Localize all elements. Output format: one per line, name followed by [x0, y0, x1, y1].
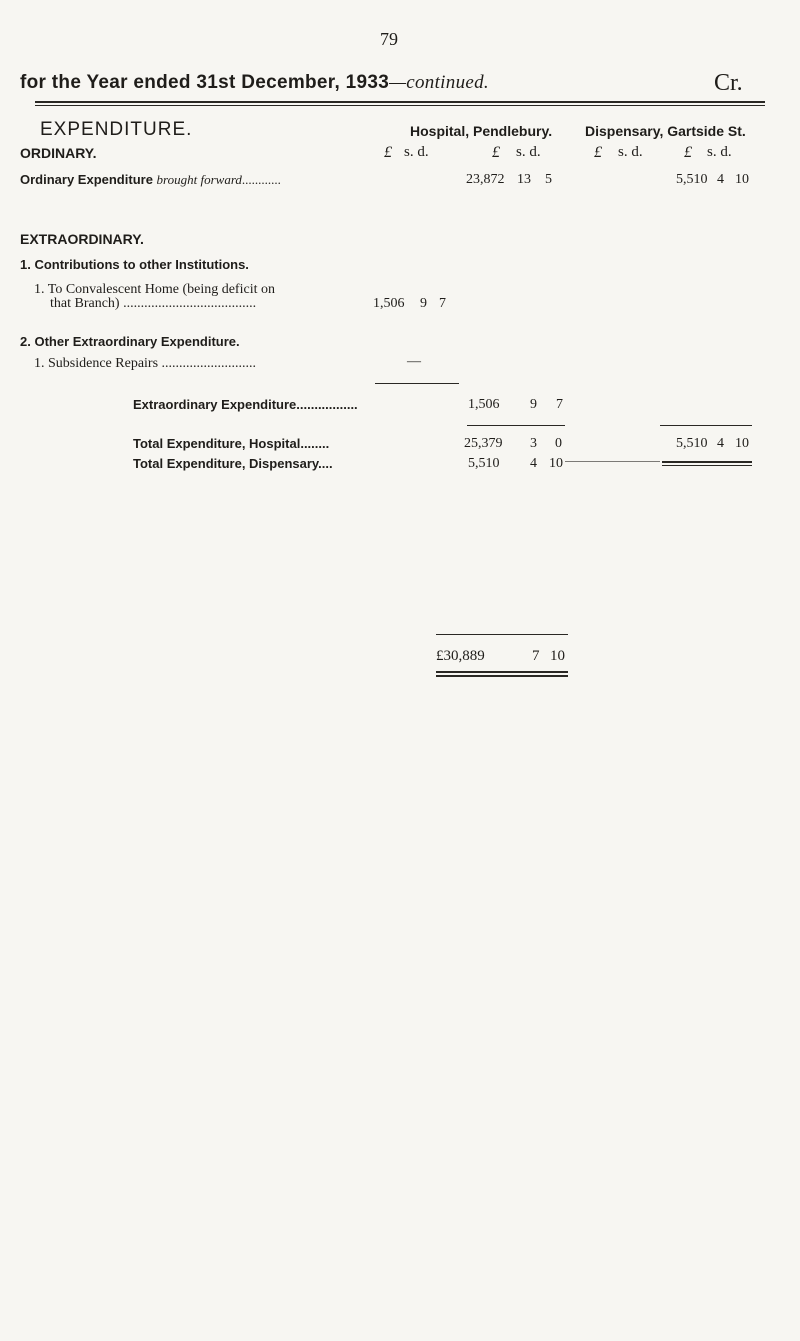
- unit-sd-3: s. d.: [618, 144, 643, 160]
- page-number: 79: [380, 29, 398, 49]
- section2-value: —: [407, 354, 421, 369]
- title-rule-bottom: [35, 105, 765, 106]
- dispensary-heading: Dispensary, Gartside St.: [585, 123, 746, 139]
- dispensary-col-pounds: 5,510: [676, 436, 708, 451]
- dispensary-col-pence: 10: [735, 436, 749, 451]
- total-hospital-pence: 0: [555, 436, 562, 451]
- unit-sd-4: s. d.: [707, 144, 732, 160]
- total-hospital-shillings: 3: [530, 436, 537, 451]
- unit-pound-4: £: [684, 144, 692, 161]
- ordinary-label-italic: brought forward: [156, 172, 242, 187]
- cr-label: Cr.: [714, 70, 743, 96]
- ordinary-dispensary-pence: 10: [735, 172, 749, 187]
- extraordinary-total-shillings: 9: [530, 397, 537, 412]
- total-hospital-label: Total Expenditure, Hospital........: [133, 436, 330, 451]
- unit-pound-1: £: [384, 144, 392, 161]
- unit-pound-2: £: [492, 144, 500, 161]
- total-dispensary-label: Total Expenditure, Dispensary....: [133, 456, 333, 471]
- title-main: for the Year ended 31st December, 1933: [20, 72, 390, 93]
- section2-title: 2. Other Extraordinary Expenditure.: [20, 334, 240, 349]
- extraordinary-heading: EXTRAORDINARY.: [20, 231, 144, 247]
- ordinary-hospital-pounds: 23,872: [466, 172, 505, 187]
- section1-title: 1. Contributions to other Institutions.: [20, 257, 249, 272]
- unit-sd-2: s. d.: [516, 144, 541, 160]
- ordinary-label-text: Ordinary Expenditure: [20, 172, 153, 187]
- section1-item-line1: 1. To Convalescent Home (being deficit on: [34, 282, 275, 297]
- unit-sd-1: s. d.: [404, 144, 429, 160]
- ordinary-dispensary-pounds: 5,510: [676, 172, 708, 187]
- grand-total-rule-top: [436, 634, 568, 635]
- grand-total-pence: 10: [550, 648, 565, 664]
- page-title: [20, 72, 489, 94]
- title-rule-top: [35, 101, 765, 103]
- section1-shillings: 9: [420, 296, 427, 311]
- dispensary-col-shillings: 4: [717, 436, 724, 451]
- section1-item-line2: that Branch) ......................................: [50, 296, 257, 311]
- grand-total-pounds: £30,889: [436, 648, 485, 664]
- unit-pound-3: £: [594, 144, 602, 161]
- dispensary-double-rule-top: [662, 461, 752, 463]
- extraordinary-total-pence: 7: [556, 397, 563, 412]
- extraordinary-total-label: Extraordinary Expenditure.................: [133, 397, 358, 412]
- grand-total-rule-double-top: [436, 671, 568, 673]
- hospital-total-rule: [467, 425, 565, 426]
- dispensary-double-rule-bottom: [662, 465, 752, 466]
- grand-total-shillings: 7: [532, 648, 540, 664]
- ordinary-dispensary-shillings: 4: [717, 172, 724, 187]
- extraordinary-total-pounds: 1,506: [468, 397, 500, 412]
- ordinary-label-dots: ............: [241, 172, 281, 187]
- hospital-heading: Hospital, Pendlebury.: [410, 123, 553, 139]
- ordinary-row-label: [20, 172, 281, 188]
- total-dispensary-shillings: 4: [530, 456, 537, 471]
- total-dispensary-pounds: 5,510: [468, 456, 500, 471]
- grand-total-rule-double-bottom: [436, 675, 568, 677]
- total-hospital-pounds: 25,379: [464, 436, 503, 451]
- title-continued: —continued.: [389, 72, 489, 93]
- ordinary-hospital-pence: 5: [545, 172, 552, 187]
- dispensary-total-rule: [660, 425, 752, 426]
- ordinary-heading: ORDINARY.: [20, 145, 97, 161]
- section2-item: 1. Subsidence Repairs ...........................: [34, 356, 257, 371]
- carry-line: [565, 461, 660, 462]
- extraordinary-rule: [375, 383, 459, 384]
- ordinary-hospital-shillings: 13: [517, 172, 531, 187]
- total-dispensary-pence: 10: [549, 456, 563, 471]
- section1-pence: 7: [439, 296, 446, 311]
- section1-pounds: 1,506: [373, 296, 405, 311]
- expenditure-heading: EXPENDITURE.: [40, 119, 193, 140]
